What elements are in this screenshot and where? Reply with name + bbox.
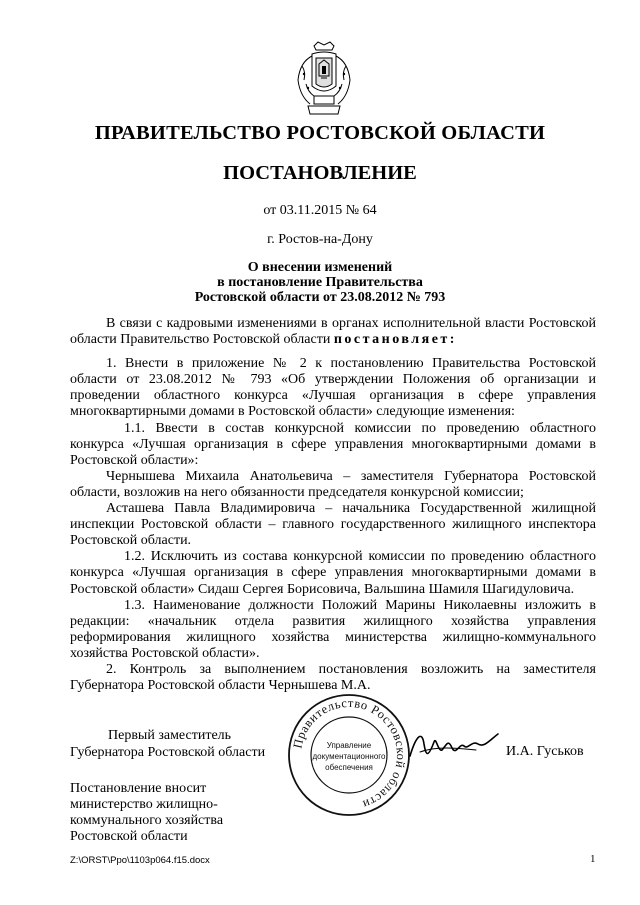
government-title: ПРАВИТЕЛЬСТВО РОСТОВСКОЙ ОБЛАСТИ bbox=[94, 122, 546, 144]
decree-word: постановляет: bbox=[333, 332, 457, 348]
note-line: Ростовской области bbox=[70, 829, 188, 844]
document-city: г. Ростов-на-Дону bbox=[267, 232, 373, 247]
seal-center-line: обеспечения bbox=[325, 763, 373, 772]
clause-1-1-member: Чернышева Михаила Анатольевича – заместителя Губернатора Ростовской области, возложив на него обязанности председателя конкурсной комиссии; bbox=[70, 468, 596, 500]
seal-center-line: Управление bbox=[326, 741, 372, 750]
document-date-number: от 03.11.2015 № 64 bbox=[263, 203, 377, 218]
document-type: ПОСТАНОВЛЕНИЕ bbox=[223, 162, 417, 184]
signatory-position bbox=[70, 727, 265, 761]
note-line: коммунального хозяйства bbox=[70, 813, 224, 828]
page-number: 1 bbox=[590, 853, 596, 865]
official-seal-stamp bbox=[286, 692, 412, 818]
subject-line: Ростовской области от 23.08.2012 № 793 bbox=[194, 290, 446, 305]
signatory-position-line: Губернатора Ростовской области bbox=[70, 745, 266, 760]
clause-2: 2. Контроль за выполнением постановления возложить на заместителя Губернатора Ростовской области Чернышева М.А. bbox=[70, 661, 596, 694]
clause-1: 1. Внести в приложение № 2 к постановлению Правительства Ростовской области от 23.08.2012 № 793 «Об утверждении Положения об организации и проведении областного конкурса «Лучшая организация в сфере управления многоквартирными домами в Ростовской области» следующие изменения: bbox=[70, 356, 596, 420]
file-path: Z:\ORST\Ppo\1103p064.f15.docx bbox=[70, 855, 210, 866]
seal-center-line: документационного bbox=[312, 752, 386, 761]
document-body bbox=[70, 316, 596, 694]
subject-line: в постановление Правительства bbox=[217, 275, 423, 290]
subject-line: О внесении изменений bbox=[247, 260, 393, 275]
clause-1-3: 1.3. Наименование должности Положий Марины Николаевны изложить в редакции: «начальник отдела развития жилищного хозяйства управления реформирования жилищного хозяйства министерства жилищно-коммунального хозяйства Ростовской области». bbox=[70, 597, 596, 661]
signatory-position-line: Первый заместитель bbox=[108, 728, 232, 743]
document-subject bbox=[0, 260, 640, 305]
coat-of-arms-icon bbox=[292, 40, 356, 118]
note-line: министерство жилищно- bbox=[70, 797, 218, 812]
clause-1-2: 1.2. Исключить из состава конкурсной комиссии по проведению областного конкурса «Лучшая организация в сфере управления многоквартирными домами в Ростовской области» Сидаш Сергея Борисовича, Вальшина Шамиля Шагидуловича. bbox=[70, 549, 596, 597]
clause-1-1: 1.1. Ввести в состав конкурсной комиссии по проведению областного конкурса «Лучшая организация в сфере управления многоквартирными домами в Ростовской области»: bbox=[70, 420, 596, 468]
intro-text: В связи с кадровыми изменениями в органах исполнительной власти Ростовской области Правительство Ростовской области bbox=[70, 316, 596, 348]
signatory-name: И.А. Гуськов bbox=[506, 744, 584, 759]
clause-1-1-member: Асташева Павла Владимировича – начальника Государственной жилищной инспекции Ростовской области – главного государственного жилищного инспектора Ростовской области. bbox=[70, 501, 596, 549]
submitter-note bbox=[70, 781, 223, 845]
intro-paragraph bbox=[70, 316, 596, 348]
seal-ring-text: Правительство Ростовской области bbox=[290, 695, 409, 812]
note-line: Постановление вносит bbox=[70, 781, 207, 796]
handwritten-signature bbox=[406, 722, 502, 766]
